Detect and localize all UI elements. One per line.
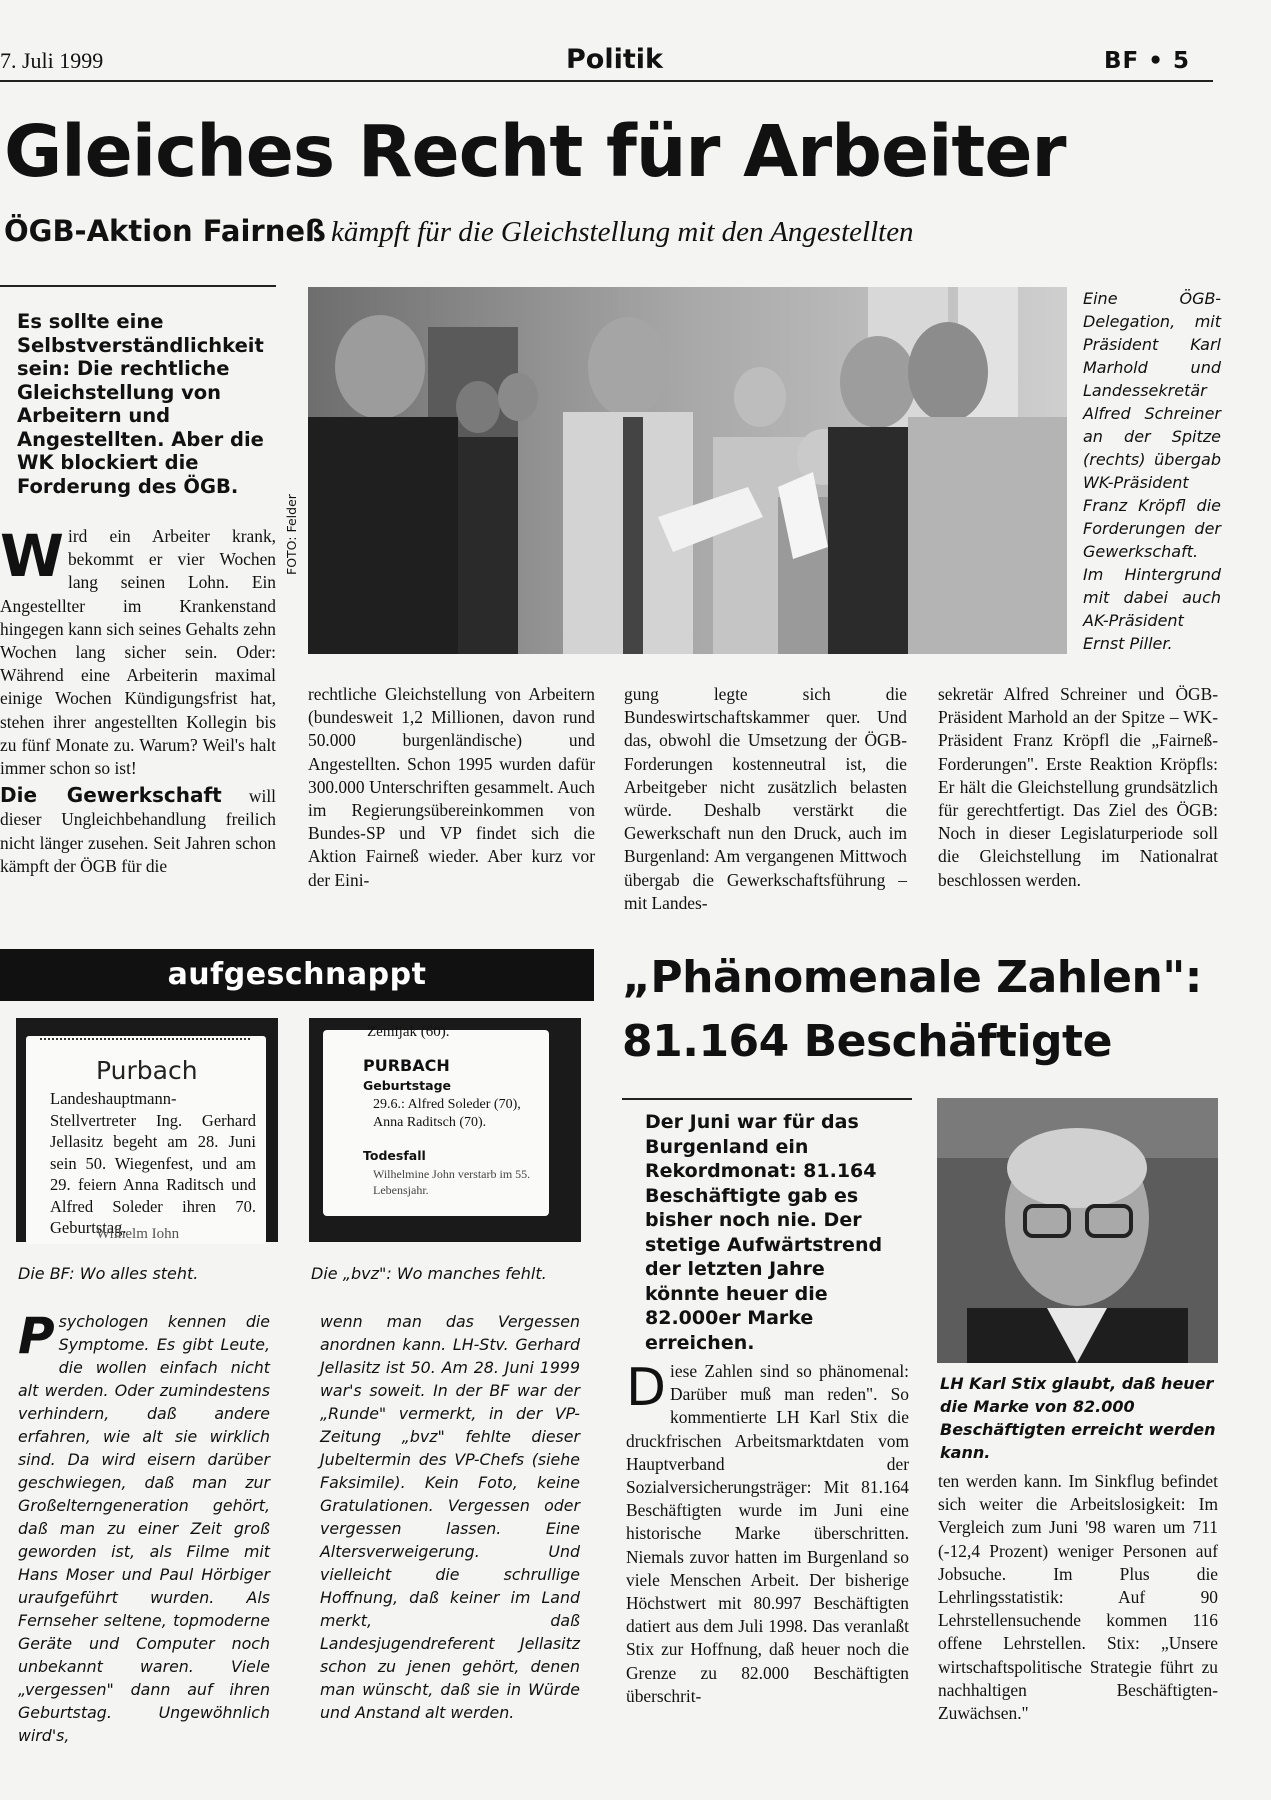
main-body-col3: gung legte sich die Bundeswirtschaftskammer quer. Und das, obwohl die Umsetzung der ÖGB-Forderungen kostenneutral ist, die Arbeitgeber nicht zusätzlich belasten würde. Deshalb verstärkt die Gewerkschaft nun den Druck, auch im Burgenland: Am vergangenen Mittwoch übergab die Gewerkschaftsführung – mit Landes- xyxy=(624,684,907,913)
clip1-text: Landeshauptmann-Stellvertreter Ing. Gerhard Jellasitz begeht am 28. Juni sein 50. Wiegenfest, und am 29. feiern Anna Raditsch und Alfred Soleder ihren 70. Geburtstag. xyxy=(50,1089,256,1237)
photo-credit: FOTO: Felder xyxy=(284,494,299,575)
dropcap-d: D xyxy=(626,1358,667,1418)
body1-cont: will dieser Ungleichbehandlung freilich nicht länger zusehen. Seit Jahren schon kämpft der ÖGB für die xyxy=(0,786,276,876)
banner-title: aufgeschnappt xyxy=(167,957,427,992)
stix-photo xyxy=(937,1098,1218,1363)
clip1-title: Purbach xyxy=(96,1056,198,1085)
zahlen-lead: Der Juni war für das Burgenland ein Rekordmonat: 81.164 Beschäftigte gab es bisher noch nie. Der stetige Aufwärtstrend der letzten Jahre könnte heuer die 82.000er Marke erreichen. xyxy=(645,1111,883,1354)
main-body-col2: rechtliche Gleichstellung von Arbeitern (bundesweit 1,2 Millionen, davon rund 50.000 burgenländische) und Angestellten. Schon 1995 wurden dafür 300.000 Unterschriften gesammelt. Auch im Regierungsübereinkommen von Bundes-SP und VP findet sich die Aktion Fairneß wieder. Aber kurz vor der Eini- xyxy=(308,684,595,890)
dropcap-w: W xyxy=(0,522,64,590)
main-subhead xyxy=(4,214,914,249)
clip-bf xyxy=(16,1018,278,1242)
clip-bvz xyxy=(309,1018,581,1242)
body1-bold: Die Gewerkschaft xyxy=(0,783,222,808)
zahlen-headline-1: „Phänomenale Zahlen": xyxy=(622,952,1202,1003)
aufgeschnappt-col1-text: sychologen kennen die Symptome. Es gibt Leute, die wollen einfach nicht alt werden. Oder zumindestens verhindern, daß andere erfahren, wie alt sie wirklich sind. Da wird eisern darüber geschwiegen, daß man zur Großelterngeneration gehört, daß man zu einer Zeit groß geworden ist, als Filme mit Hans Moser und Paul Hörbiger uraufgeführt wurden. Als Fernseher seltene, topmoderne Geräte und Computer noch unbekannt waren. Viele „vergessen" dann auf ihren Geburtstag. Ungewöhnlich wird's, xyxy=(18,1312,270,1745)
aufgeschnappt-banner xyxy=(0,949,594,1001)
clip2-text2: Wilhelmine John verstarb im 55. Lebensjahr. xyxy=(373,1167,531,1197)
clip2-sub2: Todesfall xyxy=(363,1148,426,1163)
body1-text: ird ein Arbeiter krank, bekommt er vier Wochen lang seinen Lohn. Ein Angestellter im Krankenstand hingegen kann sich seines Gehalts zehn Wochen lang sicher sein. Oder: Während eine Arbeiterin maximal einige Wochen Kündigungsfrist hat, stehen ihrer angestellten Kollegin bis zu fünf Monate zu. Warum? Weil's halt immer schon so ist! xyxy=(0,526,276,779)
clip2-sub1: Geburtstage xyxy=(363,1078,452,1093)
clip2-title: PURBACH xyxy=(363,1056,450,1075)
zahlen-body1-text: iese Zahlen sind so phänomenal: Darüber muß man reden". So kommentierte LH Karl Stix die druckfrischen Arbeitsmarktdaten vom Hauptverband der Sozialversicherungsträger: Mit 81.164 Beschäftigten wurde im Juni eine historische Marke überschritten. Niemals zuvor hatten im Burgenland so viele Menschen Arbeit. Der bisherige Höchstwert mit 80.997 Beschäftigten datiert aus dem Juli 1998. Das veranlaßt Stix zur Hoffnung, daß heuer noch die Grenze zu 82.000 Beschäftigten überschrit- xyxy=(626,1361,909,1706)
aufgeschnappt-col2: wenn man das Vergessen anordnen kann. LH-Stv. Gerhard Jellasitz ist 50. Am 28. Juni 1999 war's soweit. In der BF war der „Runde" vermerkt, in der VP-Zeitung „bvz" fehlte dieser Jubeltermin des VP-Chefs (siehe Faksimile). Kein Foto, keine Gratulationen. Vergessen oder vergessen lassen. Eine Altersverweigerung. Und vielleicht die schrullige Hoffnung, daß keiner im Land merkt, daß Landesjugendreferent Jellasitz schon zu jenen gehört, denen man wünscht, daß sie in Würde und Anstand alt werden. xyxy=(320,1312,580,1722)
section-title: Politik xyxy=(566,44,663,75)
subhead-rest: kämpft für die Gleichstellung mit den Angestellten xyxy=(330,216,914,248)
page-number: BF • 5 xyxy=(1104,48,1190,74)
zahlen-headline-2: 81.164 Beschäftigte xyxy=(622,1016,1112,1067)
caption-bvz: Die „bvz": Wo manches fehlt. xyxy=(311,1264,547,1283)
subhead-bold: ÖGB-Aktion Fairneß xyxy=(4,214,326,248)
clip2-text1: 29.6.: Alfred Soleder (70), Anna Raditsch (70). xyxy=(373,1097,521,1130)
issue-date: 7. Juli 1999 xyxy=(0,48,104,73)
zahlen-lead-rule xyxy=(622,1098,912,1100)
clip2-top-cut: Zemljak (60). xyxy=(367,1024,450,1040)
main-lead: Es sollte eine Selbstverständlichkeit sein: Die rechtliche Gleichstellung von Arbeitern und Angestellten. Aber die WK blockiert die Forderung des ÖGB. xyxy=(17,310,264,498)
caption-bf: Die BF: Wo alles steht. xyxy=(18,1264,199,1283)
dropcap-p: P xyxy=(18,1307,55,1365)
stix-caption: LH Karl Stix glaubt, daß heuer die Marke von 82.000 Beschäftigten erreicht werden kann. xyxy=(940,1374,1216,1462)
aufgeschnappt-col1 xyxy=(18,1307,270,1747)
zahlen-body-col1 xyxy=(626,1360,909,1708)
photo-caption: Eine ÖGB-Delegation, mit Präsident Karl Marhold und Landessekretär Alfred Schreiner an der Spitze (rechts) übergab WK-Präsident Franz Kröpfl die Forderungen der Gewerkschaft. Im Hintergrund mit dabei auch AK-Präsident Ernst Piller. xyxy=(1083,289,1221,653)
delegation-photo xyxy=(308,287,1067,654)
header-rule xyxy=(0,80,1213,82)
main-body-col1 xyxy=(0,522,276,878)
main-headline: Gleiches Recht für Arbeiter xyxy=(4,110,1066,193)
zahlen-body-col2: ten werden kann. Im Sinkflug befindet sich weiter die Arbeitslosigkeit: Im Vergleich zum Juni '98 waren um 711 (-12,4 Prozent) weniger Personen auf Jobsuche. Im Plus die Lehrlingsstatistik: Auf 90 Lehrstellensuchende kommen 116 offene Lehrstellen. Stix: „Unsere wirtschaftspolitische Strategie führt zu nachhaltigen Beschäftigten-Zuwächsen." xyxy=(938,1471,1218,1724)
main-body-col4: sekretär Alfred Schreiner und ÖGB-Präsident Marhold an der Spitze – WK-Präsident Franz Kröpfl die „Fairneß-Forderungen". Erste Reaktion Kröpfls: Er hält die Gleichstellung grundsätzlich für gerechtfertigt. Das Ziel des ÖGB: Noch in dieser Legislaturperiode soll die Gleichstellung im Nationalrat beschlossen werden. xyxy=(938,684,1218,890)
clip1-cut-text: Wilhelm Iohn xyxy=(96,1226,180,1242)
lead-rule xyxy=(0,285,276,287)
